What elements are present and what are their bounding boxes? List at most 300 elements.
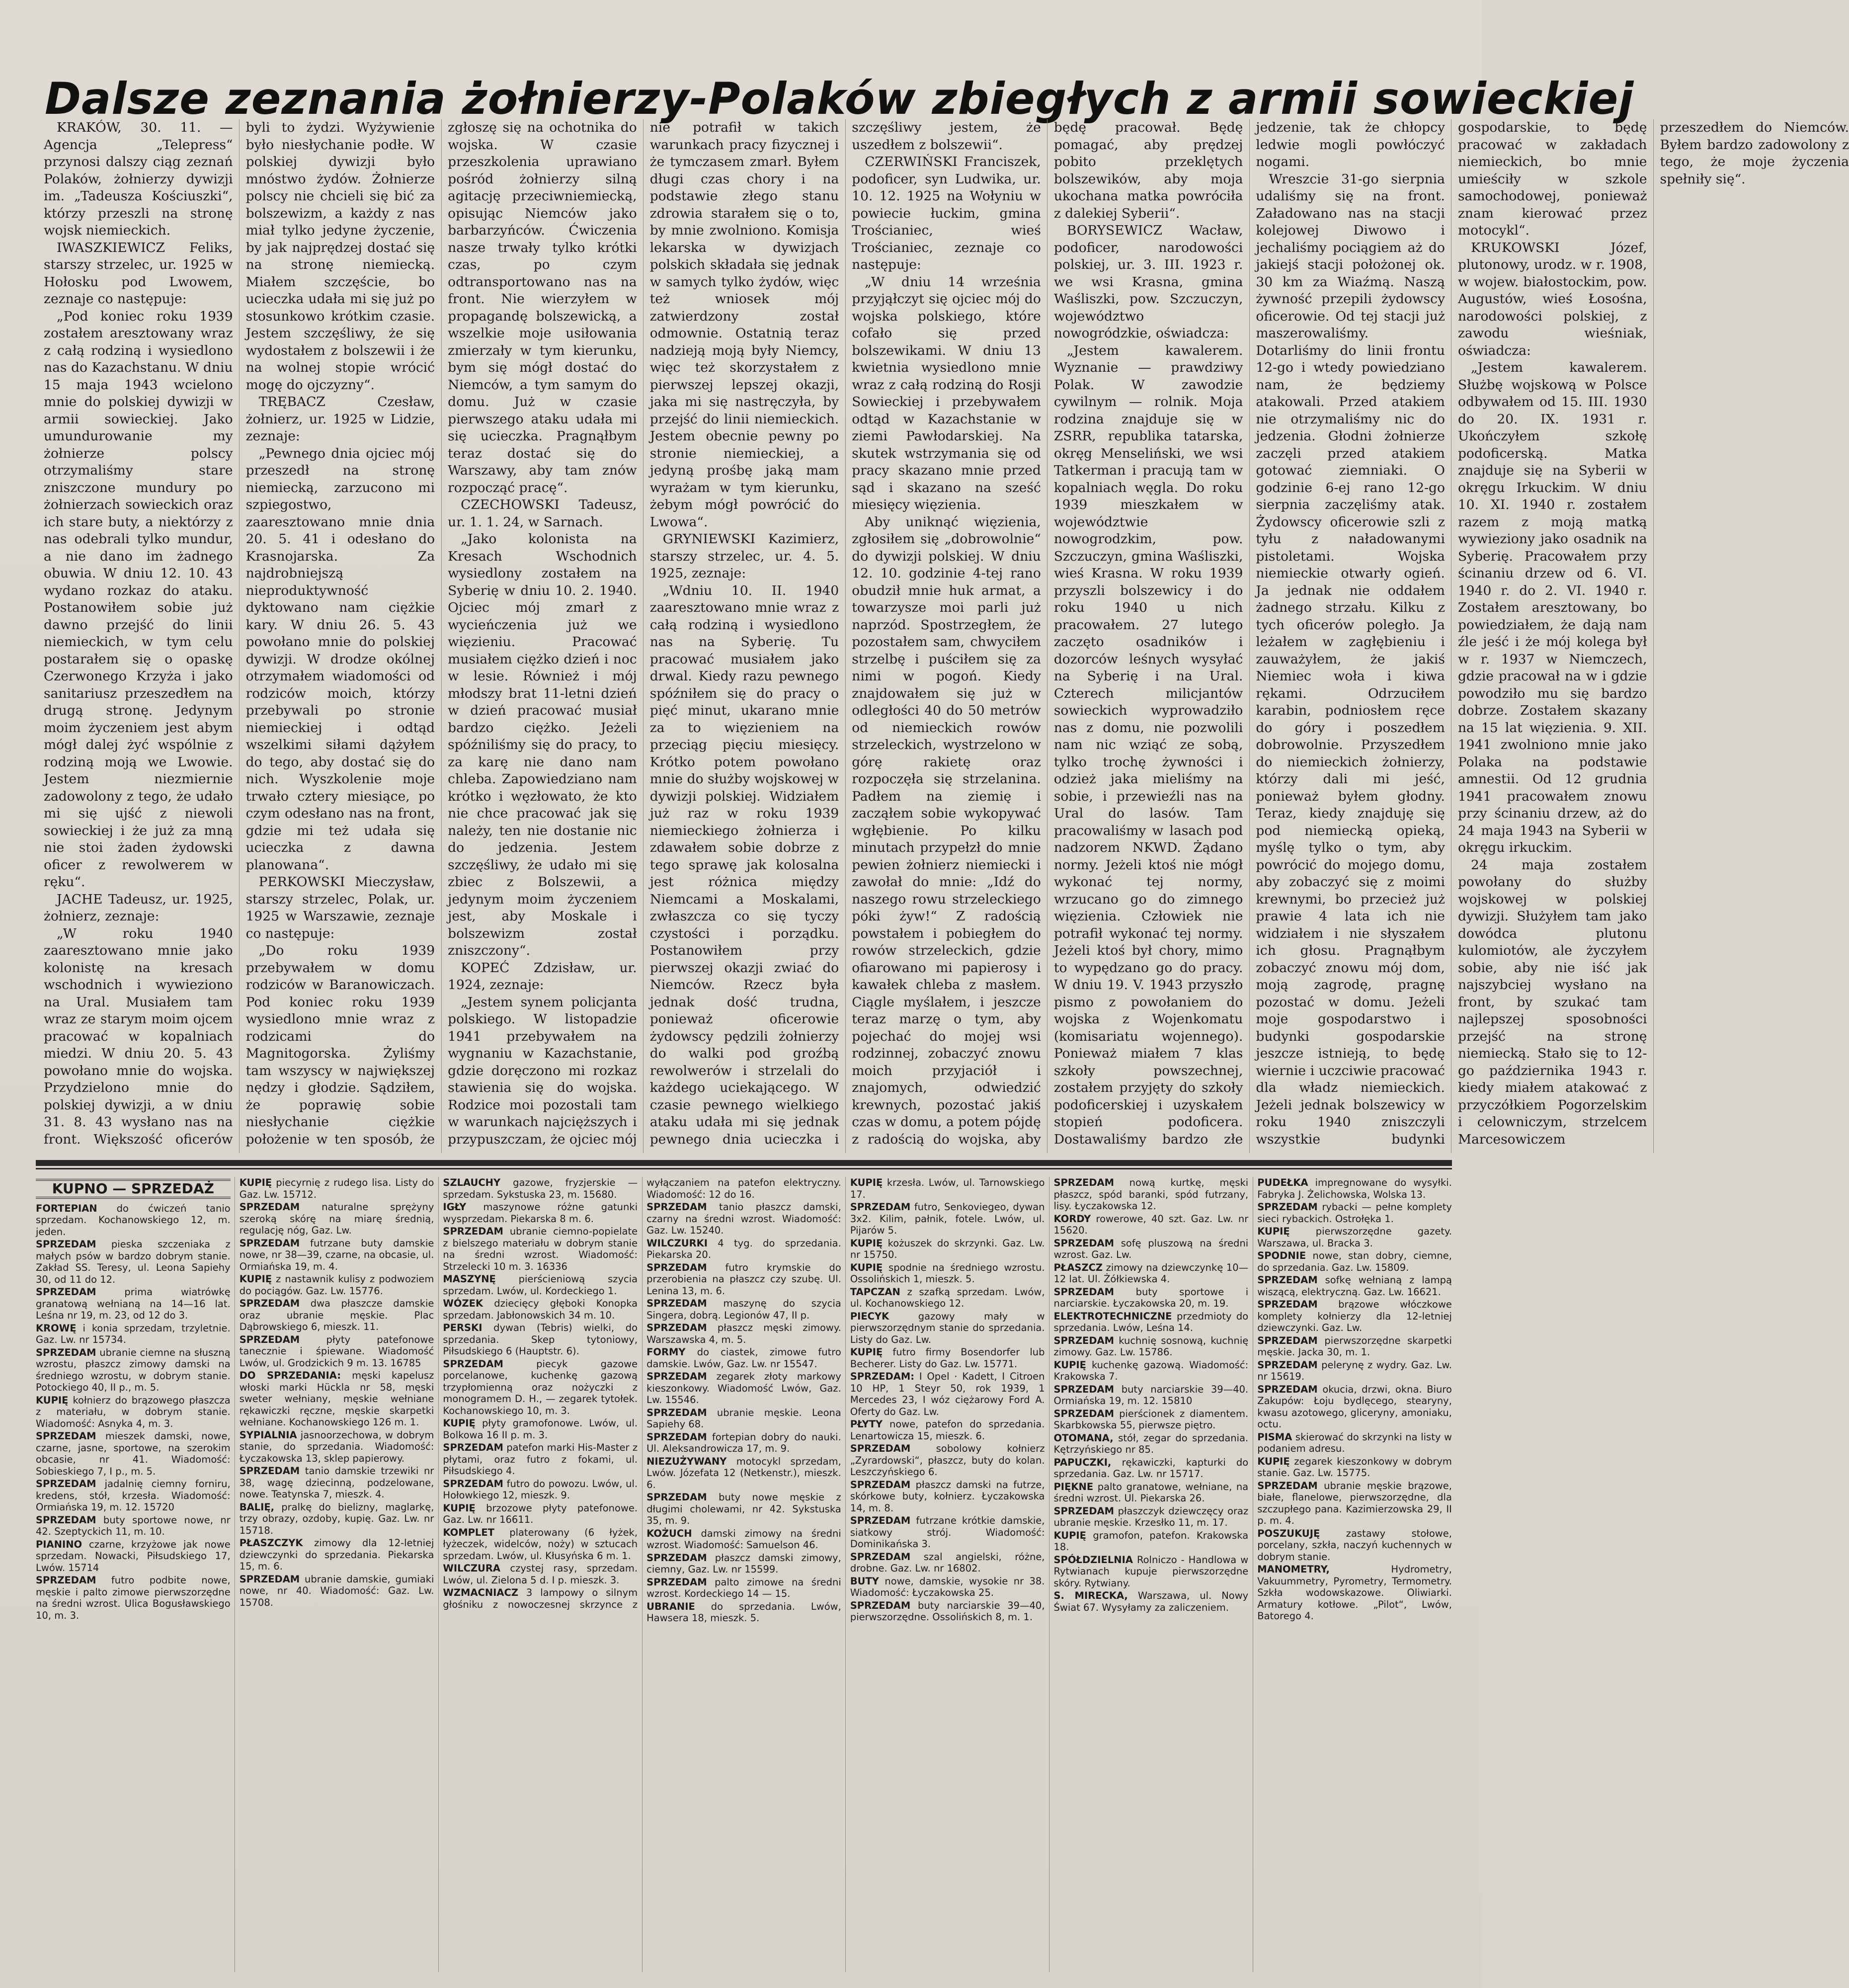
classified-keyword: UBRANIE: [646, 1600, 695, 1612]
classified-ad: [1054, 1213, 1249, 1237]
classified-ad: [850, 1238, 1045, 1261]
classified-ad: [646, 1528, 841, 1551]
classified-keyword: SPRZEDAM: [239, 1573, 300, 1585]
classified-ad: [36, 1286, 231, 1322]
classified-keyword: PUDEŁKA: [1257, 1177, 1308, 1188]
classified-ad: [240, 1334, 434, 1369]
classified-text: I Opel · Kadett, I Citroen 10 HP, 1 Steyr 50, rok 1939, 1 Mercedes 23, I wóz ciężarowy Ford A. Oferty do Gaz. Lw.: [850, 1371, 1045, 1417]
classified-ad: [850, 1262, 1045, 1285]
classified-ad: [1054, 1432, 1249, 1456]
classified-keyword: KUPIĘ: [36, 1394, 69, 1406]
classified-ad: [443, 1226, 638, 1272]
classified-keyword: FORTEPIAN: [36, 1202, 97, 1214]
classified-keyword: KOŻUCH: [646, 1527, 692, 1539]
classified-ad: [36, 1323, 231, 1346]
classified-text: Warszawa, ul. Nowy Świat 67. Wysyłamy za zaliczeniem.: [1053, 1590, 1249, 1613]
classified-keyword: SPRZEDAM: [1257, 1334, 1318, 1346]
classified-ad: [1054, 1384, 1249, 1407]
classified-keyword: SPRZEDAM: [1053, 1334, 1115, 1346]
classified-keyword: SPRZEDAM: [239, 1201, 300, 1213]
classified-ad: [850, 1418, 1045, 1442]
classified-ad: [1054, 1590, 1249, 1613]
classified-text: pierwszorzędne gazety. Warszawa, ul. Bracka 3.: [1257, 1226, 1452, 1249]
classified-ad: [1257, 1359, 1452, 1383]
classified-text: czystej rasy, sprzedam. Lwów, ul. Zielona 5 d. I p. mieszk. 3.: [443, 1563, 638, 1586]
classified-ad: [1054, 1238, 1249, 1261]
classified-ad: [1054, 1311, 1249, 1334]
classified-text: kuchnię sosnową, kuchnię zimowy. Gaz. Lw. 15786.: [1053, 1334, 1249, 1358]
classified-keyword: PIANINO: [36, 1538, 82, 1550]
classified-text: do ćwiczeń tanio sprzedam. Kochanowskiego 12, m. jeden.: [36, 1202, 231, 1238]
classified-ad: [36, 1574, 231, 1621]
classified-text: fortepian dobry do nauki. Ul. Aleksandrowicza 17, m. 9.: [646, 1431, 841, 1454]
testimony-paragraph: „W dniu 14 września przyjąłczyt się ojciec mój do wojska polskiego, które cofało się przed bolszewikami. W dniu 13 kwietnia wysiedlono mnie wraz z całą rodziną do Rosji Sowieckiej i przebywałem odtąd w Kazachstanie w ziemi Pawłodarskiej. Na skutek wstrzymania się od pracy skazano mnie przed sąd i skazano na sześć miesięcy więzienia.: [852, 274, 1041, 512]
section-divider: [36, 1160, 1452, 1166]
classified-keyword: KOMPLET: [443, 1526, 494, 1538]
classified-keyword: PERSKI: [443, 1322, 482, 1333]
classified-ad: [36, 1347, 231, 1394]
classified-keyword: SPRZEDAM: [1053, 1237, 1115, 1249]
classified-text: przedmioty do sprzedania. Lwów, Leśna 14.: [1053, 1310, 1249, 1333]
classified-text: gazowy mały w pierwszorzędnym stanie do sprzedania. Listy do Gaz. Lw.: [850, 1310, 1045, 1345]
classified-ad: [1054, 1505, 1249, 1529]
classified-keyword: ELEKTROTECHNICZNE: [1053, 1310, 1172, 1322]
classified-text: dywan (Tebris) wielki, do sprzedania. Skep tytoniowy, Piłsudskiego 6 (Hauptstr. 6).: [443, 1322, 638, 1357]
classified-keyword: SPRZEDAM: [646, 1261, 707, 1273]
classified-ad: [240, 1465, 434, 1500]
classified-keyword: POSZUKUJĘ: [1257, 1527, 1320, 1539]
classified-ad: [443, 1298, 638, 1321]
classified-keyword: SPRZEDAM: [1257, 1201, 1318, 1213]
classified-keyword: SPRZEDAM: [239, 1298, 300, 1309]
classified-ad: [36, 1514, 231, 1538]
classified-keyword: SPRZEDAM: [646, 1322, 707, 1333]
classified-text: buty narciarskie 39—40, pierwszorzędne. Ossolińskich 8, m. 1.: [850, 1599, 1045, 1623]
classified-text: futro firmy Bosendorfer lub Becherer. Listy do Gaz. Lw. 15771.: [850, 1346, 1045, 1370]
classified-text: kożuszek do skrzynki. Gaz. Lw. nr 15750.: [850, 1237, 1045, 1260]
classified-text: płaszcz męski zimowy. Warszawska 4, m. 5.: [646, 1322, 841, 1345]
classified-keyword: PŁYTY: [850, 1418, 883, 1430]
classified-keyword: NIEZUŻYWANY: [646, 1455, 727, 1467]
classified-text: piecyrnię z rudego lisa. Listy do Gaz. Lw. 15712.: [239, 1177, 434, 1200]
classified-keyword: SPRZEDAM: [646, 1431, 707, 1443]
classified-ad: [1257, 1299, 1452, 1334]
classified-keyword: SPRZEDAM: [646, 1371, 707, 1382]
classified-keyword: KUPIĘ: [1257, 1226, 1290, 1237]
classified-ad: [36, 1239, 231, 1285]
testimony-paragraph: „Do roku 1939 przebywałem w domu rodziców w Baranowiczach. Pod koniec roku 1939 wysiedlono mnie wraz z rodzicami do Magnitogorska. Żyliśmy tam wszyscy w największej nędzy i głodzie. Sądziłem, że poprawię sobie niesłychanie ciężkie położenie w ten sposób, że zgłoszę się na ochotnika do wojska. W czasie przeszkolenia uprawiano pośród żołnierzy silną agitację przeciwniemiecką, opisując Niemców jako barbarzyńców. Ćwiczenia nasze trwały tylko krótki czas, po czym odtransportowano nas na front. Nie wierzyłem w propagandę bolszewicką, a wszelkie moje usiłowania zmierzały w tym kierunku, bym się mógł dostać do Niemców, a tym samym do domu. Już w czasie pierwszego ataku udała mi się ucieczka. Pragnąłbym teraz dostać się do Warszawy, aby tam znów rozpocząć pracę“.: [245, 120, 637, 1147]
classified-ad: [1054, 1554, 1249, 1589]
classified-ad: [443, 1322, 638, 1357]
classified-keyword: PIĘKNE: [1053, 1481, 1094, 1492]
classified-ad: [1257, 1456, 1452, 1479]
classified-text: pierścionek z diamentem. Skarbkowska 55, pierwsze piętro.: [1053, 1408, 1249, 1431]
classified-ad: [36, 1539, 231, 1574]
classified-text: zimowy na dziewczynkę 10—12 lat. Ul. Żółkiewska 4.: [1053, 1261, 1249, 1285]
classified-text: tanio damskie trzewiki nr 38, wagę dziecinną, podzelowane, nowe. Teatynska 7, mieszk. 4.: [239, 1465, 434, 1500]
classified-keyword: IGŁY: [443, 1201, 467, 1213]
classified-text: rybacki — pełne komplety sieci rybackich. Ostrołęka 1.: [1257, 1201, 1452, 1225]
classified-ad: [850, 1177, 1045, 1200]
classified-keyword: SPODNIE: [1257, 1250, 1306, 1261]
testimony-paragraph: „Jestem synem policjanta polskiego. W listopadzie 1941 przebywałem na wygnaniu w Kazachstanie, gdzie doręczono mi rozkaz stawienia się do wojska. Rodzice moi pozostali tam w warunkach najcięższych i przypuszczam, że ojciec mój nie potrafił w takich warunkach pracy fizycznej i że tymczasem zmarł. Byłem długi czas chory i na podstawie złego stanu zdrowia starałem się o to, by mnie zwolniono. Komisja lekarska w dywizjach polskich składała się jednak w samych tylko żydów, więc też wniosek mój zatwierdzony został odmownie. Ostatnią teraz nadzieją moją były Niemcy, więc też skorzystałem z pierwszej lepszej okazji, jaka mi się nastręczyła, by przejść do linii niemieckich. Jestem obecnie pewny po stronie niemieckiej, a jedyną prośbę jaką mam wyrażam w tym kierunku, żebym mógł powrócić do Lwowa“.: [448, 120, 839, 1147]
classified-text: płaszcz damski na futrze, skórkowe buty, kołnierz. Łyczakowska 14, m. 8.: [850, 1479, 1045, 1514]
classified-text: patefon marki His-Master z płytami, oraz futro z fokami, ul. Piłsudskiego 4.: [443, 1442, 638, 1477]
classified-ad: [850, 1443, 1045, 1478]
classified-keyword: BUTY: [850, 1575, 879, 1587]
classified-keyword: SPRZEDAM: [646, 1552, 707, 1564]
classified-ad: [850, 1371, 1045, 1417]
classified-text: mieszek damski, nowe, czarne, jasne, sportowe, na szerokim obcasie, nr 41. Wiadomość: Sobieskiego 7, I p., m. 5.: [36, 1430, 231, 1477]
classified-text: nową kurtkę, męski płaszcz, spód baranki, spód futrzany, lisy. Łyczakowska 12.: [1053, 1177, 1249, 1212]
classified-text: ubranie ciemno-popielate z bielszego materiału w dobrym stanie na średni wzrost. Wiadomość: Strzelecki 10 m. 3. 16336: [443, 1226, 638, 1272]
classified-keyword: KUPIĘ: [239, 1273, 272, 1285]
classified-text: nowe, stan dobry, ciemne, do sprzedania. Gaz. Lw. 15809.: [1257, 1250, 1452, 1273]
classified-keyword: S. MIRECKA,: [1053, 1590, 1128, 1601]
classified-ad: [646, 1201, 841, 1237]
classified-ad: [36, 1430, 231, 1477]
classified-keyword: PŁASZCZYK: [239, 1537, 303, 1549]
classified-ad: [443, 1273, 638, 1297]
testimony-intro: TRĘBACZ Czesław, żołnierz, ur. 1925 w Lidzie, zeznaje:: [245, 394, 435, 444]
classified-ad: [1257, 1384, 1452, 1430]
classified-keyword: WZMACNIACZ: [443, 1587, 518, 1598]
classified-keyword: SPRZEDAM: [646, 1576, 707, 1588]
classified-ad: [850, 1600, 1045, 1623]
testimony-paragraph: 24 maja zostałem powołany do służby wojskowej w polskiej dywizji. Służyłem tam jako dowódca plutonu kulomiotów, ale życzyłem sobie, aby nie iść jak najszybciej wysłano na front, by szukać tam najlepszej sposobności przejść na stronę niemiecką. Stało się to 12-go października 1943 r. kiedy miałem atakować z przyczółkiem Pogorzelskim i celowniczym, strzelcem Marcesowiczem przeszedłem do Niemców. Byłem bardzo zadowolony z tego, że moje życzenia spełniły się“.: [1457, 120, 1849, 1147]
classified-ad: [646, 1552, 841, 1575]
classified-text: dwa płaszcze damskie oraz ubranie męskie. Plac Dąbrowskiego 6, mieszk. 11.: [239, 1298, 434, 1332]
classified-keyword: SPRZEDAM: [36, 1478, 96, 1490]
classified-keyword: SPRZEDAM: [443, 1442, 503, 1453]
classified-ad: [646, 1371, 841, 1406]
classified-keyword: SPRZEDAM: [443, 1358, 503, 1370]
testimony-paragraph: „Wdniu 10. II. 1940 zaaresztowano mnie wraz z całą rodziną i wysiedlono nas na Syberię. Tu pracować musiałem jako drwal. Kiedy razu pewnego spóźniłem się do pracy o pięć minut, ukarano mnie za to więzieniem na przeciąg pięciu miesięcy. Krótko potem powołano mnie do służby wojskowej w dywizji polskiej. Widziałem już raz w roku 1939 niemieckiego żołnierza i zdawałem sobie dobrze z tego sprawę jak kolosalna jest różnica między Niemcami a Moskalami, zwłaszcza co się tyczy czystości i porządku. Postanowiłem przy pierwszej okazji zwiać do Niemców. Rzecz była jednak dość trudna, ponieważ oficerowie żydowscy pędzili żołnierzy do walki pod groźbą rewolwerów i strzelali do każdego uciekającego. W czasie pewnego wielkiego ataku udała mi się jednak pewnego dnia ucieczka i szczęśliwy jestem, że uszedłem z bolszewii“.: [649, 120, 1041, 1147]
classified-text: z szafką sprzedam. Lwów, ul. Kochanowskiego 12.: [850, 1286, 1045, 1309]
classified-ad: [1054, 1359, 1249, 1383]
classified-text: nowe, damskie, wysokie nr 38. Wiadomość: Łyczakowska 25.: [850, 1575, 1045, 1598]
classified-text: maszynowe różne gatunki wysprzedam. Piekarska 8 m. 6.: [443, 1201, 638, 1225]
classified-text: impregnowane do wysyłki. Fabryka J. Żelichowska, Wolska 13.: [1257, 1177, 1452, 1200]
classified-ad: [1257, 1226, 1452, 1249]
classified-ad: [850, 1479, 1045, 1514]
classified-text: płaszczyk dziewczęcy oraz ubranie męskie. Krzesłko 11, m. 17.: [1053, 1505, 1249, 1528]
classified-text: damski zimowy na średni wzrost. Wiadomość: Samuelson 46.: [646, 1527, 841, 1551]
classified-keyword: SPRZEDAM: [1257, 1480, 1318, 1491]
classified-keyword: SPRZEDAM: [36, 1346, 96, 1358]
classified-ad: [1054, 1177, 1249, 1212]
classified-keyword: FORMY: [646, 1346, 686, 1358]
classified-ad: [1257, 1431, 1452, 1455]
classified-text: tanio płaszcz damski, czarny na średni wzrost. Wiadomość: Gaz. Lw. 15240.: [646, 1201, 841, 1236]
classified-ad: [443, 1177, 638, 1200]
classified-text: pelerynę z wydry. Gaz. Lw. nr 15619.: [1257, 1359, 1452, 1382]
classified-ad: [36, 1203, 231, 1238]
classified-text: prima wiatrówkę granatową wełnianą na 14—16 lat. Leśna nr 19, m. 23, od 12 do 3.: [36, 1286, 231, 1321]
classified-ad: [240, 1177, 434, 1200]
testimony-intro: GRYNIEWSKI Kazimierz, starszy strzelec, ur. 4. 5. 1925, zeznaje:: [649, 531, 839, 581]
classified-keyword: SPRZEDAM: [850, 1201, 911, 1213]
testimony-paragraph: „Jestem kawalerem. Wyznanie — prawdziwy Polak. W zawodzie cywilnym — rolnik. Moja rodzina znajduje się w ZSRR, republika tatarska, okręg Menseliński, we wsi Tatkerman i pracują tam w kopalniach węgla. Do roku 1939 mieszkałem w województwie nowogrodzkim, pow. Szczuczyn, gmina Waśliszki, wieś Krasna. W roku 1939 przyszli bolszewicy i do roku 1940 u nich pracowałem. 27 lutego zaczęto osadników i dozorców leśnych wysyłać na Syberię i na Ural. Czterech milicjantów sowieckich wyprowadziło nas z domu, nie pozwolili nam nic wziąć ze sobą, tylko trochę żywności i odzież jaka mieliśmy na sobie, i przewieźli nas na Ural do lasów. Tam pracowaliśmy w lasach pod nadzorem NKWD. Żądano normy. Jeżeli ktoś nie mógł wykonać tej normy, wrzucano go do zimnego więzienia. Człowiek nie potrafił wykonać tej normy. Jeżeli ktoś był chory, mimo to wypędzano go do pracy. W dniu 19. V. 1943 przyszło pismo z powołaniem do wojska z Wojenkomatu (komisariatu wojennego). Ponieważ miałem 7 klas szkoły powszechnej, zostałem przyjęty do szkoły podoficerskiej i uzyskałem stopień podoficera. Dostawaliśmy bardzo złe jedzenie, tak że chłopcy ledwie mogli powłóczyć nogami.: [1053, 120, 1445, 1147]
classified-text: stół, zegar do sprzedania. Kętrzyńskiego nr 85.: [1053, 1432, 1249, 1455]
classified-ad: [646, 1238, 841, 1261]
classified-ad: [1054, 1286, 1249, 1310]
classified-keyword: SPRZEDAM: [1053, 1177, 1115, 1188]
classified-keyword: KUPIĘ: [850, 1346, 883, 1358]
classified-text: okucia, drzwi, okna. Biuro Zakupów: Łoju bydlęcego, stearyny, kwasu azotowego, gliceryny, amoniaku, octu.: [1257, 1383, 1452, 1430]
classified-text: czarne, krzyżowe jak nowe sprzedam. Nowacki, Piłsudskiego 17, Lwów. 15714: [36, 1538, 231, 1574]
classified-ad: [646, 1491, 841, 1527]
classified-text: pierwszorzędne skarpetki męskie. Jacka 30, m. 1.: [1257, 1334, 1452, 1358]
classified-ad: [240, 1537, 434, 1573]
classified-text: futrzane krótkie damskie, siatkowy strój. Wiadomość: Dominikańska 3.: [850, 1515, 1045, 1550]
classified-keyword: SPRZEDAM: [1053, 1383, 1115, 1395]
classified-keyword: PŁASZCZ: [1053, 1261, 1103, 1273]
classified-keyword: PAPUCZKI,: [1053, 1456, 1112, 1468]
classified-text: zegarek kieszonkowy w dobrym stanie. Gaz. Lw. 15775.: [1257, 1455, 1452, 1479]
classified-keyword: SPRZEDAM: [646, 1201, 707, 1213]
classified-keyword: PISMA: [1257, 1431, 1292, 1443]
testimony-paragraph: „Pewnego dnia ojciec mój przeszedł na stronę niemiecką, zarzucono mi szpiegostwo, zaaresztowano mnie dnia 20. 5. 41 i odesłano do Krasnojarska. Za najdrobniejszą nieproduktywność dyktowano nam ciężkie kary. W dniu 26. 5. 43 powołano mnie do polskiej dywizji. W drodze okólnej otrzymałem wiadomości od rodziców moich, którzy przebywali po stronie niemieckiej i odtąd wszelkimi siłami dążyłem do tego, aby dostać się do nich. Wyszkolenie moje trwało cztery miesiące, po czym odesłano nas na front, gdzie mi też udała się ucieczka z dawna planowana“.: [245, 445, 435, 873]
classified-ad: [850, 1286, 1045, 1310]
classified-text: płaszcz damski zimowy, ciemny, Gaz. Lw. nr 15599.: [646, 1552, 841, 1575]
testimony-intro: CZERWIŃSKI Franciszek, podoficer, syn Ludwika, ur. 10. 12. 1925 na Wołyniu w powiecie łuckim, gmina Trościaniec, wieś Trościaniec, zeznaje co następuje:: [852, 154, 1041, 272]
testimony-intro: KRAKÓW, 30. 11. — Agencja „Telepress“ przynosi dalszy ciąg zeznań Polaków, żołnierzy dywizji im. „Tadeusza Kościuszki“, którzy przeszli na stronę wojsk niemieckich.: [44, 120, 233, 238]
classified-text: buty sportowe nowe, nr 42. Szeptyckich 11, m. 10.: [36, 1514, 231, 1537]
classifieds-heading: KUPNO — SPRZEDAŻ: [36, 1179, 231, 1199]
testimony-paragraph: „Jestem kawalerem. Służbę wojskową w Polsce odbywałem od 15. III. 1930 do 20. IX. 1931 r. Ukończyłem szkołę podoficerską. Matka znajduje się na Syberii w okręgu Irkuckim. W dniu 10. XI. 1940 r. zostałem razem z moją matką wywieziony jako osadnik na Syberię. Pracowałem przy ścinaniu drzew od 6. VI. 1940 r. do 2. VI. 1940 r. Zostałem aresztowany, bo powiedziałem, że dają nam źle jeść i że mój kolega był w r. 1937 w Niemczech, gdzie pracował na w i gdzie powodziło mu się bardzo dobrze. Zostałem skazany na 15 lat więzienia. 9. XII. 1941 zwolniono mnie jako Polaka na podstawie amnestii. Od 12 grudnia 1941 pracowałem znowu przy ścinaniu drzew, aż do 24 maja 1943 na Syberii w okręgu irkuckim.: [1457, 360, 1647, 855]
classified-keyword: KUPIĘ: [850, 1261, 883, 1273]
classified-text: 4 tyg. do sprzedania. Piekarska 20.: [646, 1237, 841, 1260]
classified-text: do ciastek, zimowe futro damskie. Lwów, Gaz. Lw. nr 15547.: [646, 1346, 841, 1370]
classified-text: sofę pluszową na średni wzrost. Gaz. Lw.: [1053, 1237, 1249, 1260]
testimony-intro: BORYSEWICZ Wacław, podoficer, narodowości polskiej, ur. 3. III. 1923 r. we wsi Krasna, gmina Waśliszki, pow. Szczuczyn, województwo nowogródzkie, oświadcza:: [1053, 223, 1243, 341]
classified-ad: [646, 1298, 841, 1321]
classified-keyword: KUPIĘ: [850, 1177, 883, 1188]
classified-keyword: OTOMANA,: [1053, 1432, 1114, 1444]
classified-keyword: KROWĘ: [36, 1322, 77, 1334]
classified-ad: [850, 1201, 1045, 1237]
classified-ad: [850, 1575, 1045, 1599]
classified-keyword: SPRZEDAM: [239, 1465, 300, 1477]
classified-text: kołnierz do brązowego płaszcza z materiału, w dobrym stanie. Wiadomość: Asnyka 4, m. 3.: [36, 1394, 231, 1429]
classified-keyword: SPRZEDAM: [646, 1298, 707, 1309]
classified-ad: [1257, 1335, 1452, 1358]
classified-keyword: SPRZEDAM: [443, 1478, 503, 1490]
classified-text: futro podbite nowe, męskie i palto zimowe pierwszorzędne na średni wzrost. Ulica Bogusławskiego 10, m. 3.: [36, 1574, 231, 1621]
classified-ad: [1054, 1530, 1249, 1553]
classified-text: palto zimowe na średni wzrost. Kordeckiego 14 — 15.: [646, 1576, 841, 1599]
classified-text: z nastawnik kulisy z podwoziem do pociągów. Gaz. Lw. 15776.: [239, 1273, 434, 1297]
classified-ad: [1257, 1201, 1452, 1225]
classified-text: brązowe włóczkowe komplety kołnierzy dla 12-letniej dziewczynki. Gaz. Lw.: [1257, 1299, 1452, 1333]
classified-text: płyty gramofonowe. Lwów, ul. Bolkowa 16 II p. m. 3.: [443, 1417, 638, 1441]
classified-ad: [646, 1262, 841, 1297]
classified-ad: [443, 1201, 638, 1225]
testimony-intro: IWASZKIEWICZ Feliks, starszy strzelec, ur. 1925 w Hołosku pod Lwowem, zeznaje co następuje:: [44, 240, 233, 307]
classified-text: męski kapelusz włoski marki Hückla nr 58, męski sweter wełniany, męskie wełniane rękawiczki ręczne, męskie skarpetki wełniane. Kochanowskiego 126 m. 1.: [239, 1370, 434, 1428]
classified-ad: [646, 1407, 841, 1430]
classified-keyword: SPRZEDAM: [1257, 1383, 1318, 1395]
classified-text: futrzane buty damskie nowe, nr 38—39, czarne, na obcasie, ul. Ormiańska 19, m. 4.: [239, 1237, 434, 1272]
classified-keyword: SPRZEDAM: [1053, 1408, 1115, 1419]
classified-text: rowerowe, 40 szt. Gaz. Lw. nr 15620.: [1053, 1213, 1249, 1236]
classified-text: ubranie męskie. Leona Sapiehy 68.: [646, 1407, 841, 1430]
classified-ad: [850, 1311, 1045, 1346]
classified-ad: [443, 1417, 638, 1441]
classified-keyword: TAPCZAN: [850, 1286, 900, 1298]
classified-text: futro do powozu. Lwów, ul. Hołowkiego 12, mieszk. 9.: [443, 1478, 638, 1501]
classified-keyword: KUPIĘ: [1257, 1455, 1290, 1467]
classified-keyword: SYPIALNIA: [239, 1429, 297, 1441]
classified-text: skierować do skrzynki na listy w podaniem adresu.: [1257, 1431, 1452, 1454]
classified-text: pralkę do bielizny, maglarkę, trzy obrazy, ozdoby, kupię. Gaz. Lw. nr 15718.: [239, 1501, 434, 1536]
classified-ad: [850, 1346, 1045, 1370]
testimony-intro: PERKOWSKI Mieczysław, starszy strzelec, Polak, ur. 1925 w Warszawie, zeznaje co następuje:: [245, 874, 435, 941]
testimony-intro: KRUKOWSKI Józef, plutonowy, urodz. w r. 1908, w wojew. białostockim, pow. Augustów, wieś Łosośna, narodowości polskiej, z zawodu wieśniak, oświadcza:: [1457, 240, 1647, 358]
classified-ad: [240, 1574, 434, 1609]
classified-keyword: SPRZEDAM: [850, 1551, 911, 1563]
classified-ad: [1054, 1457, 1249, 1480]
classified-text: sobolowy kołnierz „Zyrardowski“, płaszcz, buty do kolan. Leszczyńskiego 6.: [850, 1443, 1045, 1478]
testimony-paragraph: Aby uniknąć więzienia, zgłosiłem się „dobrowolnie“ do dywizji polskiej. W dniu 12. 10. godzinie 4-tej rano obudził mnie huk armat, a towarzysze moi parli już naprzód. Spostrzegłem, że pozostałem sam, chwyciłem strzelbę i puściłem się za nimi w pogoń. Kiedy znajdowałem się już w odległości 40 do 50 metrów od niemieckich rowów strzeleckich, wystrzelono w górę rakietę oraz rozpoczęła się strzelanina. Padłem na ziemię i zacząłem sobie wykopywać wgłębienie. Po kilku minutach przypełzł do mnie pewien żołnierz niemiecki i zawołał do mnie: „Idź do naszego rowu strzeleckiego póki żyw!“ Z radością powstałem i pobiegłem do rowów strzeleckich, gdzie ofiarowano mi papierosy i kawałek chleba z masłem. Ciągle myślałem, i jeszcze teraz marzę o tym, aby pojechać do mojej wsi rodzinnej, zobaczyć znowu moich przyjaciół i znajomych, odwiedzić krewnych, pozostać jakiś czas w domu, a potem pójdę z radością do wojska, aby będę pracował. Będę pomagać, aby prędzej pobito przeklętych bolszewików, aby moja ukochana matka powróciła z dalekiej Syberii“.: [852, 120, 1243, 1147]
classified-ad: [443, 1563, 638, 1586]
classified-text: nowe, patefon do sprzedania. Lenartowicza 15, mieszk. 6.: [850, 1418, 1045, 1442]
classified-ad: [1257, 1564, 1452, 1622]
classified-keyword: WILCZURKI: [646, 1237, 708, 1249]
testimony-intro: KOPEĆ Zdzisław, ur. 1924, zeznaje:: [448, 960, 637, 993]
classified-keyword: PIECYK: [850, 1310, 889, 1322]
classified-text: gramofon, patefon. Krakowska 18.: [1053, 1529, 1249, 1553]
classified-text: Rolniczo - Handlowa w Rytwianach kupuje pierwszorzędne skóry. Rytwiany.: [1053, 1554, 1249, 1589]
classified-text: krzesła. Lwów, ul. Tarnowskiego 17.: [850, 1177, 1045, 1200]
testimony-intro: JACHE Tadeusz, ur. 1925, żołnierz, zeznaje:: [44, 891, 233, 924]
classified-ad: [646, 1576, 841, 1600]
classified-ad: [646, 1346, 841, 1370]
classified-text: do sprzedania. Lwów, Hawsera 18, mieszk. 5.: [646, 1600, 841, 1624]
classified-ad: [443, 1527, 638, 1562]
classifieds-section: [36, 1177, 1452, 1972]
classified-text: szal angielski, różne, drobne. Gaz. Lw. nr 16802.: [850, 1551, 1045, 1574]
classified-ad: [1257, 1177, 1452, 1200]
classified-text: buty sportowe i narciarskie. Łyczakowska 20, m. 19.: [1053, 1286, 1249, 1309]
classified-ad: [240, 1238, 434, 1273]
classified-keyword: SZLAUCHY: [443, 1177, 501, 1188]
classified-ad: [240, 1370, 434, 1428]
classified-keyword: BALIĘ,: [239, 1501, 275, 1513]
classified-text: futro, Senkoviegeo, dywan 3x2. Kilim, pałnik, fotele. Lwów, ul. Pijarów 5.: [850, 1201, 1045, 1236]
classified-ad: [443, 1358, 638, 1417]
classified-keyword: SPRZEDAM: [850, 1443, 911, 1454]
classified-text: buty nowe męskie z długimi cholewami, nr 42. Sykstuska 35, m. 9.: [646, 1491, 841, 1526]
classified-text: jadalnię ciemny forniru, kredens, stół, krzesła. Wiadomość: Ormiańska 19, m. 12. 15720: [36, 1478, 231, 1513]
classified-keyword: SPRZEDAM: [646, 1491, 707, 1503]
classified-ad: [850, 1515, 1045, 1550]
classified-keyword: MASZYNĘ: [443, 1273, 496, 1285]
classified-ad: [443, 1502, 638, 1526]
testimony-paragraph: „Jako kolonista na Kresach Wschodnich wysiedlony zostałem na Syberię w dniu 10. 2. 1940. Ojciec mój zmarł z wycieńczenia już we więzieniu. Pracować musiałem ciężko dzień i noc w lesie. Również i mój młodszy brat 11-letni dzień w dzień pracować musiał bardzo ciężko. Jeżeli spóźniliśmy się do pracy, to za karę nie dano nam chleba. Zapowiedziano nam krótko i węzłowato, że kto nie chce pracować jak się należy, ten nie dostanie nic do jedzenia. Jestem szczęśliwy, że udało mi się zbiec z Bolszewii, a jedynym moim życzeniem jest, aby Moskale i bolszewizm został zniszczony“.: [448, 531, 637, 958]
classified-ad: [646, 1322, 841, 1345]
classified-keyword: KUPIĘ: [443, 1502, 476, 1514]
classified-keyword: MANOMETRY,: [1257, 1564, 1330, 1575]
classified-text: gazowe, fryzjerskie — sprzedam. Sykstuska 23, m. 15680.: [443, 1177, 638, 1200]
classified-keyword: SPRZEDAM: [1257, 1299, 1318, 1310]
classified-keyword: SPRZEDAM: [36, 1430, 96, 1442]
classified-ad: [1257, 1274, 1452, 1298]
classified-text: kuchenkę gazową. Wiadomość: Krakowska 7.: [1053, 1359, 1249, 1382]
classified-text: motocykl sprzedam, Lwów. Józefata 12 (Netkenstr.), mieszk. 6.: [646, 1455, 841, 1491]
classified-text: ubranie ciemne na słuszną wzrostu, płaszcz zimowy damski na średniego wzrostu, w dobrym stanie. Potockiego 40, II p., m. 5.: [36, 1346, 231, 1393]
classified-text: spodnie na średniego wzrostu. Ossolińskich 1, mieszk. 5.: [850, 1261, 1045, 1285]
classified-text: naturalne sprężyny szeroką skórę na miarę średnią, regulację nóg, Gaz. Lw.: [239, 1201, 434, 1236]
classified-text: maszynę do szycia Singera, dobrą. Legionów 47, II p.: [646, 1298, 841, 1321]
classified-ad: [1054, 1408, 1249, 1431]
testimony-paragraph: Wreszcie 31-go sierpnia udaliśmy się na front. Załadowano nas na stacji kolejowej Diwowo i jechaliśmy pociągiem aż do jakiejś stacji położonej ok. 30 km za Wiaźmą. Naszą żywność przepili żydowscy oficerowie. Od tej stacji już maszerowaliśmy. Dotarliśmy do linii frontu 12-go i wtedy powiedziano nam, że będziemy atakowali. Przed atakiem nie otrzymaliśmy nic do jedzenia. Głodni żołnierze zaczęli przed atakiem gotować ziemniaki. O godzinie 6-ej rano 12-go sierpnia zaczęliśmy atak. Żydowscy oficerowie szli z tyłu z naładowanymi pistoletami. Wojska niemieckie otwarły ogień. Ja jednak nie oddałem żadnego strzału. Kilku z tych oficerów poległo. Ja leżałem w zagłębieniu i zauważyłem, że jakiś Niemiec woła i kiwa rękami. Odrzuciłem karabin, podniosłem ręce do góry i poszedłem dobrowolnie. Przyszedłem do niemieckich żołnierzy, którzy dali mi jeść, ponieważ byłem głodny. Teraz, kiedy znajduję się pod niemiecką opieką, myślę tylko o tym, aby powrócić do mojego domu, aby zobaczyć się z moimi krewnymi, bo przecież już prawie 4 lata ich nie widziałem i nie słyszałem ich głosu. Pragnąłbym zobaczyć znowu mój dom, moją zagrodę, pragnę pozostać w domu. Jeżeli moje gospodarstwo i budynki gospodarskie jeszcze istnieją, to będę wiernie i uczciwie pracować dla władz niemieckich. Jeżeli jednak bolszewicy w roku 1940 zniszczyli wszystkie budynki gospodarskie, to będę pracować w zakładach niemieckich, bo mnie umieściły w szkole samochodowej, ponieważ znam kierować przez motocykl“.: [1256, 120, 1647, 1147]
classified-keyword: SPRZEDAM: [1053, 1286, 1115, 1298]
testimony-intro: CZECHOWSKI Tadeusz, ur. 1. 1. 24, w Sarnach.: [448, 497, 637, 530]
classified-keyword: SPRZEDAM: [443, 1226, 503, 1237]
classified-text: zastawy stołowe, porcelany, szkła, naczyń kuchennych w dobrym stanie.: [1257, 1527, 1452, 1563]
classified-keyword: KUPIĘ: [1053, 1529, 1086, 1541]
classified-text: piecyk gazowe porcelanowe, kuchenkę gazową trzypłomienną oraz nożyczki z monogramem D. H., — zegarek tytołek. Kochanowskiego 10, m. 3.: [443, 1358, 638, 1416]
classified-ad: [646, 1431, 841, 1455]
classified-text: Hydrometry, Vakuummetry, Pyrometry, Termometry. Szkła wodowskazowe. Oliwiarki. Armatury kotłowe. „Pilot“, Lwów, Batorego 4.: [1257, 1564, 1452, 1622]
classified-text: futro krymskie do przerobienia na płaszcz czy szubę. Ul. Lenina 13, m. 6.: [646, 1261, 841, 1297]
classified-ad: [36, 1395, 231, 1430]
classified-keyword: SPÓŁDZIELNIA: [1053, 1554, 1133, 1566]
classified-keyword: SPRZEDAM: [36, 1286, 96, 1298]
classified-keyword: SPRZEDAM: [36, 1514, 96, 1526]
classified-keyword: SPRZEDAM: [239, 1333, 300, 1345]
classified-ad: [1054, 1262, 1249, 1285]
classified-keyword: SPRZEDAM: [36, 1239, 96, 1250]
classified-keyword: SPRZEDAM: [646, 1407, 707, 1418]
classified-ad: [240, 1429, 434, 1465]
classified-keyword: DO SPRZEDANIA:: [239, 1370, 341, 1381]
classified-keyword: WILCZURA: [443, 1563, 500, 1574]
classified-ad: [1054, 1481, 1249, 1504]
classified-ad: [1257, 1528, 1452, 1563]
classified-text: ubranie damskie, gumiaki nowe, nr 40. Wiadomość: Gaz. Lw. 15708.: [239, 1573, 434, 1608]
classified-keyword: SPRZEDAM: [850, 1479, 911, 1491]
classified-text: zimowy dla 12-letniej dziewczynki do sprzedania. Piekarska 15, m. 6.: [239, 1537, 434, 1572]
classified-text: rękawiczki, kapturki do sprzedania. Gaz. Lw. nr 15717.: [1053, 1456, 1249, 1480]
classified-text: i konia sprzedam, trzyletnie. Gaz. Lw. nr 15734.: [36, 1322, 231, 1345]
testimony-paragraph: „Pod koniec roku 1939 zostałem aresztowany wraz z całą rodziną i wysiedlono nas do Kazachstanu. W dniu 15 maja 1943 wcielono mnie do polskiej dywizji w armii sowieckiej. Jako umundurowanie my żołnierze polscy otrzymaliśmy stare zniszczone mundury po żołnierzach sowieckich oraz ich stare buty, a niektórzy z nas odebrali tylko mundur, a nie dano im żadnego obuwia. W dniu 12. 10. 43 wydano rozkaz do ataku. Postanowiłem sobie już dawno przejść do linii niemieckich, w tym celu postarałem się o opaskę Czerwonego Krzyża i jako sanitariusz przeszedłem na drugą stronę. Jedynym moim życzeniem jest abym mógł dalej żyć wspólnie z rodziną moją we Lwowie. Jestem niezmiernie zadowolony z tego, że udało mi się ujść z niewoli sowieckiej i że już za mną nie stoi żaden żydowski oficer z rewolwerem w ręku“.: [44, 308, 233, 890]
classified-keyword: SPRZEDAM:: [850, 1371, 915, 1382]
article-body: [44, 119, 1849, 1153]
classified-text: ubranie męskie brązowe, białe, flanelowe, pierwszorzędne, dla szczupłego pana. Kazimierzowska 29, II p. m. 4.: [1257, 1480, 1452, 1526]
classified-keyword: SPRZEDAM: [1257, 1359, 1318, 1371]
classified-ad: [240, 1201, 434, 1237]
classified-text: zegarek złoty markowy kieszonkowy. Wiadomość Lwów, Gaz. Lw. 15546.: [646, 1371, 841, 1406]
classified-text: sofkę wełnianą z lampą wiszącą, elektryczną. Gaz. Lw. 16621.: [1257, 1274, 1452, 1298]
classified-text: palto granatowe, wełniane, na średni wzrost. Ul. Piekarska 26.: [1053, 1481, 1249, 1504]
classified-ad: [1257, 1480, 1452, 1527]
classified-keyword: KUPIĘ: [443, 1417, 476, 1429]
classified-text: pieska szczeniaka z małych psów w bardzo dobrym stanie. Zakład SS. Teresy, ul. Leona Sapiehy 30, od 11 do 12.: [36, 1239, 231, 1285]
classified-ad: [240, 1273, 434, 1297]
classified-keyword: KORDY: [1053, 1213, 1091, 1225]
classified-keyword: SPRZEDAM: [850, 1515, 911, 1526]
classified-text: pierścieniową szycia sprzedam. Lwów, ul. Kordeckiego 1.: [443, 1273, 638, 1297]
classified-keyword: WÓZEK: [443, 1298, 483, 1309]
classified-keyword: KUPIĘ: [850, 1237, 883, 1249]
classified-keyword: SPRZEDAM: [1053, 1505, 1115, 1517]
classified-text: płyty patefonowe tanecznie i śpiewane. Wiadomość Lwów, ul. Grodzickich 9 m. 13. 16785: [239, 1333, 434, 1369]
classified-keyword: SPRZEDAM: [239, 1237, 300, 1249]
classified-text: dziecięcy głęboki Konopka sprzedam. Jabłonowskich 34 m. 10.: [443, 1298, 638, 1321]
